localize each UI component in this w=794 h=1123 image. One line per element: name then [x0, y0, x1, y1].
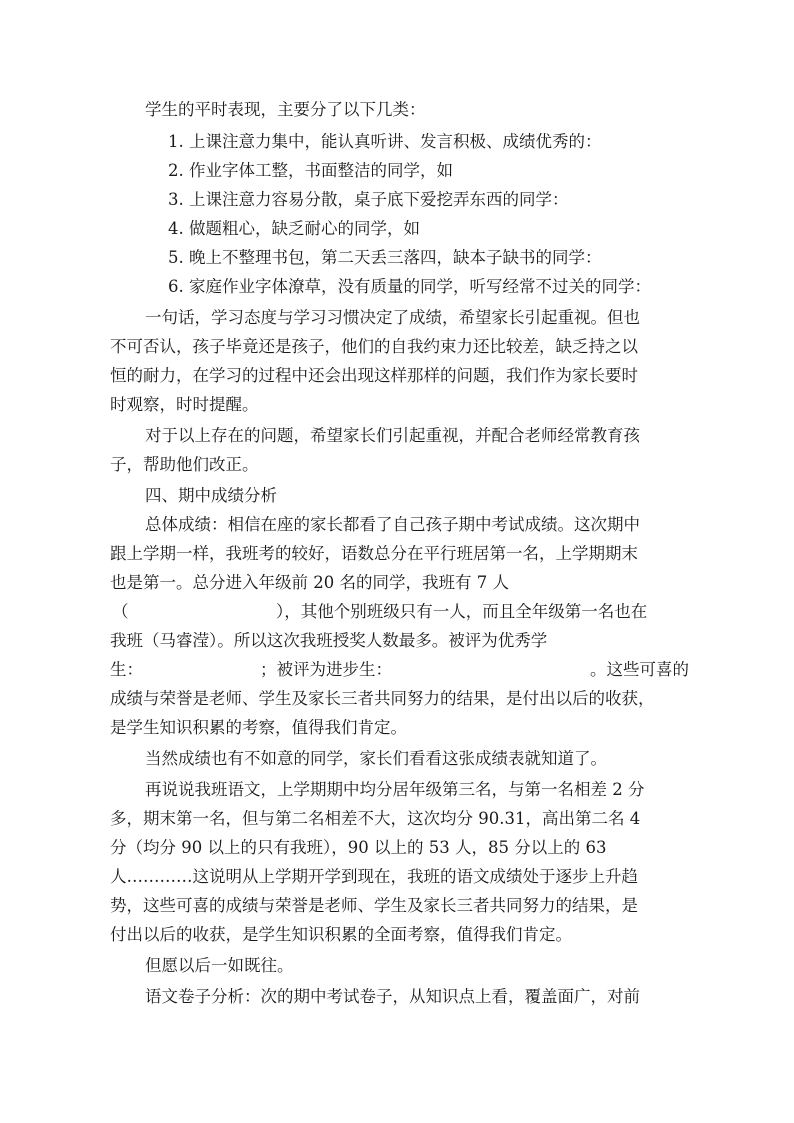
- paragraph-1-line-4: 时观察，时时提醒。: [110, 395, 259, 414]
- paragraph-3-line-6-b: ；被评为进步生：: [260, 660, 392, 679]
- paragraph-2-line-1: 对于以上存在的问题，希望家长们引起重视，并配合老师经常教育孩: [145, 426, 640, 445]
- paragraph-5-line-6: 付出以后的收获，是学生知识积累的全面考察，值得我们肯定。: [110, 925, 572, 944]
- list-item-4: 4. 做题粗心，缺乏耐心的同学，如: [168, 219, 420, 238]
- paragraph-3-line-6-a: 生：: [110, 660, 143, 679]
- paragraph-7-label: 语文卷子分析：: [145, 987, 261, 1006]
- paragraph-1-line-2: 不可否认，孩子毕竟还是孩子，他们的自我约束力还比较差，缺乏持之以: [110, 337, 638, 356]
- paragraph-7-line-1: [145, 985, 640, 1009]
- paragraph-7-text: 次的期中考试卷子，从知识点上看，覆盖面广，对前: [260, 987, 640, 1006]
- paragraph-3-line-6-c: 。这些可喜的: [590, 660, 689, 679]
- list-item-6: 6. 家庭作业字体潦草，没有质量的同学，听写经常不过关的同学：: [168, 277, 651, 296]
- paragraph-5-line-4: 人…………这说明从上学期开学到现在，我班的语文成绩处于逐步上升趋: [110, 867, 638, 886]
- list-item-5: 5. 晚上不整理书包，第二天丢三落四，缺本子缺书的同学：: [168, 248, 602, 267]
- paragraph-3-line-4-rest: ），其他个别班级只有一人，而且全年级第一名也在: [276, 602, 648, 621]
- paragraph-5-line-3: 分（均分 90 以上的只有我班），90 以上的 53 人，85 分以上的 63: [110, 838, 607, 857]
- list-item-3: 3. 上课注意力容易分散，桌子底下爱挖弄东西的同学：: [168, 190, 569, 209]
- paragraph-2-line-2: 子，帮助他们改正。: [110, 455, 259, 474]
- paragraph-5-line-2: 多，期末第一名，但与第二名相差不大，这次均分 90.31，高出第二名 4: [110, 809, 641, 828]
- list-item-1: 1. 上课注意力集中，能认真听讲、发言积极、成绩优秀的：: [168, 132, 602, 151]
- intro-line: 学生的平时表现，主要分了以下几类：: [145, 100, 426, 119]
- paragraph-4: 当然成绩也有不如意的同学，家长们看看这张成绩表就知道了。: [145, 749, 607, 768]
- paragraph-5-line-1: 再说说我班语文，上学期期中均分居年级第三名，与第一名相差 2 分: [145, 780, 645, 799]
- paragraph-3-line-2: 跟上学期一样，我班考的较好，语数总分在平行班居第一名，上学期期末: [110, 544, 638, 563]
- paragraph-3-line-5: 我班（马睿滢）。所以这次我班授奖人数最多。被评为优秀学: [110, 631, 548, 650]
- section-heading: 四、期中成绩分析: [145, 486, 277, 505]
- paragraph-3-line-4-open: （: [112, 602, 129, 621]
- list-item-2: 2. 作业字体工整，书面整洁的同学，如: [168, 161, 453, 180]
- paragraph-1-line-1: 一句话，学习态度与学习习惯决定了成绩，希望家长引起重视。但也: [145, 308, 640, 327]
- paragraph-3-line-3: 也是第一。总分进入年级前 20 名的同学，我班有 7 人: [110, 573, 509, 592]
- paragraph-3-line-7: 成绩与荣誉是老师、学生及家长三者共同努力的结果，是付出以后的收获，: [110, 689, 655, 708]
- paragraph-1-line-3: 恒的耐力，在学习的过程中还会出现这样那样的问题，我们作为家长要时: [110, 366, 638, 385]
- paragraph-3-line-8: 是学生知识积累的考察，值得我们肯定。: [110, 718, 407, 737]
- paragraph-6: 但愿以后一如既往。: [145, 956, 294, 975]
- paragraph-5-line-5: 势，这些可喜的成绩与荣誉是老师、学生及家长三者共同努力的结果，是: [110, 896, 638, 915]
- paragraph-3-line-1: 总体成绩：相信在座的家长都看了自己孩子期中考试成绩。这次期中: [145, 515, 640, 534]
